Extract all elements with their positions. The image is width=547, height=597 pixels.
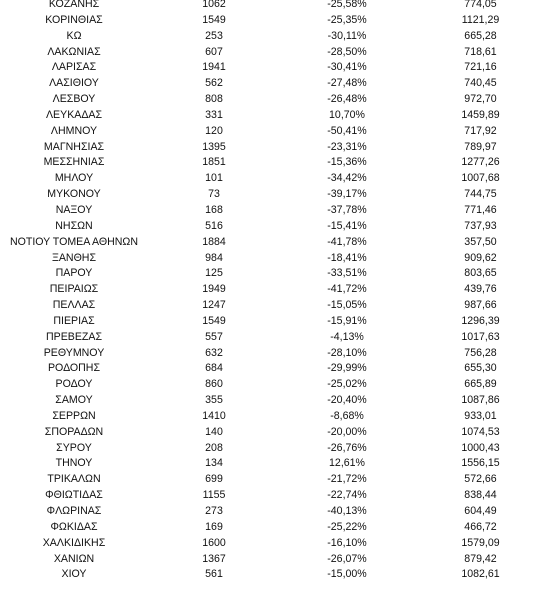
region-cell: ΠΕΙΡΑΙΩΣ (49, 283, 99, 296)
count-cell: 253 (205, 29, 223, 42)
value-cell: 357,50 (464, 235, 497, 248)
value-cell: 909,62 (464, 251, 497, 264)
region-cell: ΣΑΜΟΥ (55, 394, 93, 407)
percent-change-cell: -15,00% (327, 568, 367, 581)
region-cell: ΛΕΥΚΑΔΑΣ (45, 108, 103, 121)
region-cell: ΝΟΤΙΟΥ ΤΟΜΕΑ ΑΘΗΝΩΝ (9, 235, 139, 248)
value-cell: 744,75 (464, 188, 497, 201)
region-cell: ΧΑΛΚΙΔΙΚΗΣ (42, 536, 106, 549)
count-cell: 1410 (202, 409, 226, 422)
region-cell: ΡΕΘΥΜΝΟΥ (43, 346, 105, 359)
table-row (0, 567, 547, 583)
percent-change-cell: -25,35% (327, 13, 367, 26)
count-cell: 273 (205, 505, 223, 517)
region-cell: ΜΑΓΝΗΣΙΑΣ (43, 140, 105, 153)
percent-change-cell: -22,74% (327, 489, 367, 502)
region-cell: ΛΑΣΙΘΙΟΥ (49, 77, 99, 90)
region-cell: ΛΑΡΙΣΑΣ (51, 61, 97, 74)
percent-change-cell: -15,05% (327, 299, 367, 312)
count-cell: 331 (205, 108, 223, 121)
region-cell: ΣΥΡΟΥ (56, 441, 92, 454)
table-row (0, 76, 547, 92)
region-cell: ΚΟΖΑΝΗΣ (48, 0, 100, 10)
value-cell: 1082,61 (461, 568, 500, 581)
count-cell: 73 (208, 188, 220, 201)
value-cell: 1579,09 (461, 536, 500, 549)
value-cell: 1459,89 (461, 108, 500, 121)
region-cell: ΣΠΟΡΑΔΩΝ (44, 425, 104, 438)
region-cell: ΞΑΝΘΗΣ (51, 251, 97, 264)
region-cell: ΜΗΛΟΥ (54, 172, 94, 185)
table-row (0, 60, 547, 76)
percent-change-cell: -40,13% (327, 505, 367, 517)
table-row (0, 124, 547, 140)
count-cell: 1549 (202, 314, 226, 327)
count-cell: 168 (205, 203, 223, 216)
table-row (0, 13, 547, 29)
table-row (0, 266, 547, 282)
value-cell: 1017,63 (461, 330, 500, 343)
percent-change-cell: -4,13% (330, 330, 364, 343)
value-cell: 972,70 (464, 93, 497, 106)
value-cell: 655,30 (464, 362, 497, 375)
table-row (0, 377, 547, 393)
region-cell: ΦΛΩΡΙΝΑΣ (46, 505, 102, 517)
count-cell: 1155 (202, 489, 226, 502)
region-cell: ΤΡΙΚΑΛΩΝ (47, 473, 101, 486)
percent-change-cell: -30,41% (327, 61, 367, 74)
count-cell: 1247 (202, 299, 226, 312)
region-cell: ΠΙΕΡΙΑΣ (53, 314, 95, 327)
table-row (0, 409, 547, 425)
percent-change-cell: 10,70% (329, 108, 365, 121)
region-cell: ΦΘΙΩΤΙΔΑΣ (45, 489, 103, 502)
count-cell: 1949 (202, 283, 226, 296)
value-cell: 774,05 (464, 0, 497, 10)
region-cell: ΜΥΚΟΝΟΥ (47, 188, 101, 201)
count-cell: 1600 (202, 536, 226, 549)
percent-change-cell: -30,11% (327, 29, 367, 42)
table-row (0, 456, 547, 472)
percent-change-cell: -18,41% (327, 251, 367, 264)
table-row (0, 314, 547, 330)
count-cell: 1395 (202, 140, 226, 153)
percent-change-cell: -25,02% (327, 378, 367, 391)
table-row (0, 108, 547, 124)
count-cell: 607 (205, 45, 223, 58)
percent-change-cell: -16,10% (327, 536, 367, 549)
count-cell: 140 (205, 425, 223, 438)
value-cell: 803,65 (464, 267, 497, 280)
region-cell: ΧΙΟΥ (61, 568, 87, 581)
value-cell: 1556,15 (461, 457, 500, 470)
region-cell: ΠΡΕΒΕΖΑΣ (46, 330, 102, 343)
percent-change-cell: -28,10% (327, 346, 367, 359)
value-cell: 771,46 (464, 203, 497, 216)
percent-change-cell: 12,61% (329, 457, 365, 470)
table-row (0, 425, 547, 441)
region-cell: ΚΩ (66, 29, 82, 42)
count-cell: 125 (205, 267, 223, 280)
percent-change-cell: -25,58% (327, 0, 367, 10)
value-cell: 1296,39 (461, 314, 500, 327)
percent-change-cell: -41,78% (327, 235, 367, 248)
table-row (0, 219, 547, 235)
region-cell: ΠΕΛΛΑΣ (52, 299, 96, 312)
count-cell: 699 (205, 473, 223, 486)
percent-change-cell: -20,40% (327, 394, 367, 407)
table-row (0, 504, 547, 520)
percent-change-cell: -34,42% (327, 172, 367, 185)
count-cell: 355 (205, 394, 223, 407)
percent-change-cell: -15,36% (327, 156, 367, 169)
percent-change-cell: -41,72% (327, 283, 367, 296)
count-cell: 1549 (202, 13, 226, 26)
percent-change-cell: -29,99% (327, 362, 367, 375)
value-cell: 439,76 (464, 283, 497, 296)
table-row (0, 361, 547, 377)
count-cell: 1941 (202, 61, 226, 74)
value-cell: 756,28 (464, 346, 497, 359)
table-row (0, 488, 547, 504)
percent-change-cell: -26,76% (327, 441, 367, 454)
percent-change-cell: -15,41% (327, 219, 367, 232)
value-cell: 718,61 (464, 45, 497, 58)
region-cell: ΠΑΡΟΥ (55, 267, 93, 280)
region-cell: ΡΟΔΟΠΗΣ (47, 362, 101, 375)
table-row (0, 187, 547, 203)
percent-change-cell: -50,41% (327, 124, 367, 137)
percent-change-cell: -20,00% (327, 425, 367, 438)
table-row (0, 330, 547, 346)
table-row (0, 203, 547, 219)
table-row (0, 298, 547, 314)
region-cell: ΚΟΡΙΝΘΙΑΣ (45, 13, 103, 26)
value-cell: 717,92 (464, 124, 497, 137)
table-row (0, 0, 547, 13)
value-cell: 466,72 (464, 520, 497, 533)
count-cell: 1062 (202, 0, 226, 10)
percent-change-cell: -37,78% (327, 203, 367, 216)
value-cell: 665,89 (464, 378, 497, 391)
region-cell: ΣΕΡΡΩΝ (52, 409, 96, 422)
count-cell: 808 (205, 93, 223, 106)
region-cell: ΝΗΣΩΝ (55, 219, 93, 232)
value-cell: 789,97 (464, 140, 497, 153)
value-cell: 737,93 (464, 219, 497, 232)
count-cell: 208 (205, 441, 223, 454)
percent-change-cell: -26,07% (327, 552, 367, 565)
value-cell: 1074,53 (461, 425, 500, 438)
percent-change-cell: -26,48% (327, 93, 367, 106)
value-cell: 1087,86 (461, 394, 500, 407)
table-row (0, 393, 547, 409)
table-row (0, 282, 547, 298)
percent-change-cell: -8,68% (330, 409, 364, 422)
value-cell: 879,42 (464, 552, 497, 565)
region-cell: ΝΑΞΟΥ (55, 203, 93, 216)
region-cell: ΜΕΣΣΗΝΙΑΣ (43, 156, 105, 169)
count-cell: 557 (205, 330, 223, 343)
value-cell: 572,66 (464, 473, 497, 486)
table-row (0, 472, 547, 488)
table-row (0, 441, 547, 457)
percent-change-cell: -25,22% (327, 520, 367, 533)
table-row (0, 171, 547, 187)
count-cell: 516 (205, 219, 223, 232)
percent-change-cell: -15,91% (327, 314, 367, 327)
value-cell: 987,66 (464, 299, 497, 312)
table-row (0, 155, 547, 171)
table-row (0, 140, 547, 156)
table-row (0, 92, 547, 108)
percent-change-cell: -39,17% (327, 188, 367, 201)
value-cell: 933,01 (464, 409, 497, 422)
count-cell: 101 (205, 172, 223, 185)
table-row (0, 536, 547, 552)
value-cell: 1277,26 (461, 156, 500, 169)
count-cell: 632 (205, 346, 223, 359)
region-cell: ΤΗΝΟΥ (55, 457, 93, 470)
count-cell: 169 (205, 520, 223, 533)
count-cell: 984 (205, 251, 223, 264)
count-cell: 120 (205, 124, 223, 137)
region-cell: ΛΗΜΝΟΥ (50, 124, 98, 137)
count-cell: 1851 (202, 156, 226, 169)
value-cell: 604,49 (464, 505, 497, 517)
percent-change-cell: -21,72% (327, 473, 367, 486)
table-row (0, 552, 547, 568)
value-cell: 665,28 (464, 29, 497, 42)
table-row (0, 520, 547, 536)
percent-change-cell: -33,51% (327, 267, 367, 280)
count-cell: 134 (205, 457, 223, 470)
value-cell: 838,44 (464, 489, 497, 502)
value-cell: 721,16 (464, 61, 497, 74)
table-row (0, 29, 547, 45)
value-cell: 740,45 (464, 77, 497, 90)
table-row (0, 251, 547, 267)
value-cell: 1007,68 (461, 172, 500, 185)
count-cell: 860 (205, 378, 223, 391)
region-cell: ΦΩΚΙΔΑΣ (50, 520, 98, 533)
table-row (0, 235, 547, 251)
region-cell: ΛΑΚΩΝΙΑΣ (47, 45, 101, 58)
value-cell: 1121,29 (461, 13, 500, 26)
region-cell: ΛΕΣΒΟΥ (52, 93, 96, 106)
count-cell: 562 (205, 77, 223, 90)
count-cell: 1367 (202, 552, 226, 565)
count-cell: 561 (205, 568, 223, 581)
region-cell: ΡΟΔΟΥ (55, 378, 93, 391)
value-cell: 1000,43 (461, 441, 500, 454)
percent-change-cell: -28,50% (327, 45, 367, 58)
region-cell: ΧΑΝΙΩΝ (53, 552, 95, 565)
percent-change-cell: -27,48% (327, 77, 367, 90)
count-cell: 684 (205, 362, 223, 375)
table-row (0, 346, 547, 362)
percent-change-cell: -23,31% (327, 140, 367, 153)
table-row (0, 45, 547, 61)
count-cell: 1884 (202, 235, 226, 248)
